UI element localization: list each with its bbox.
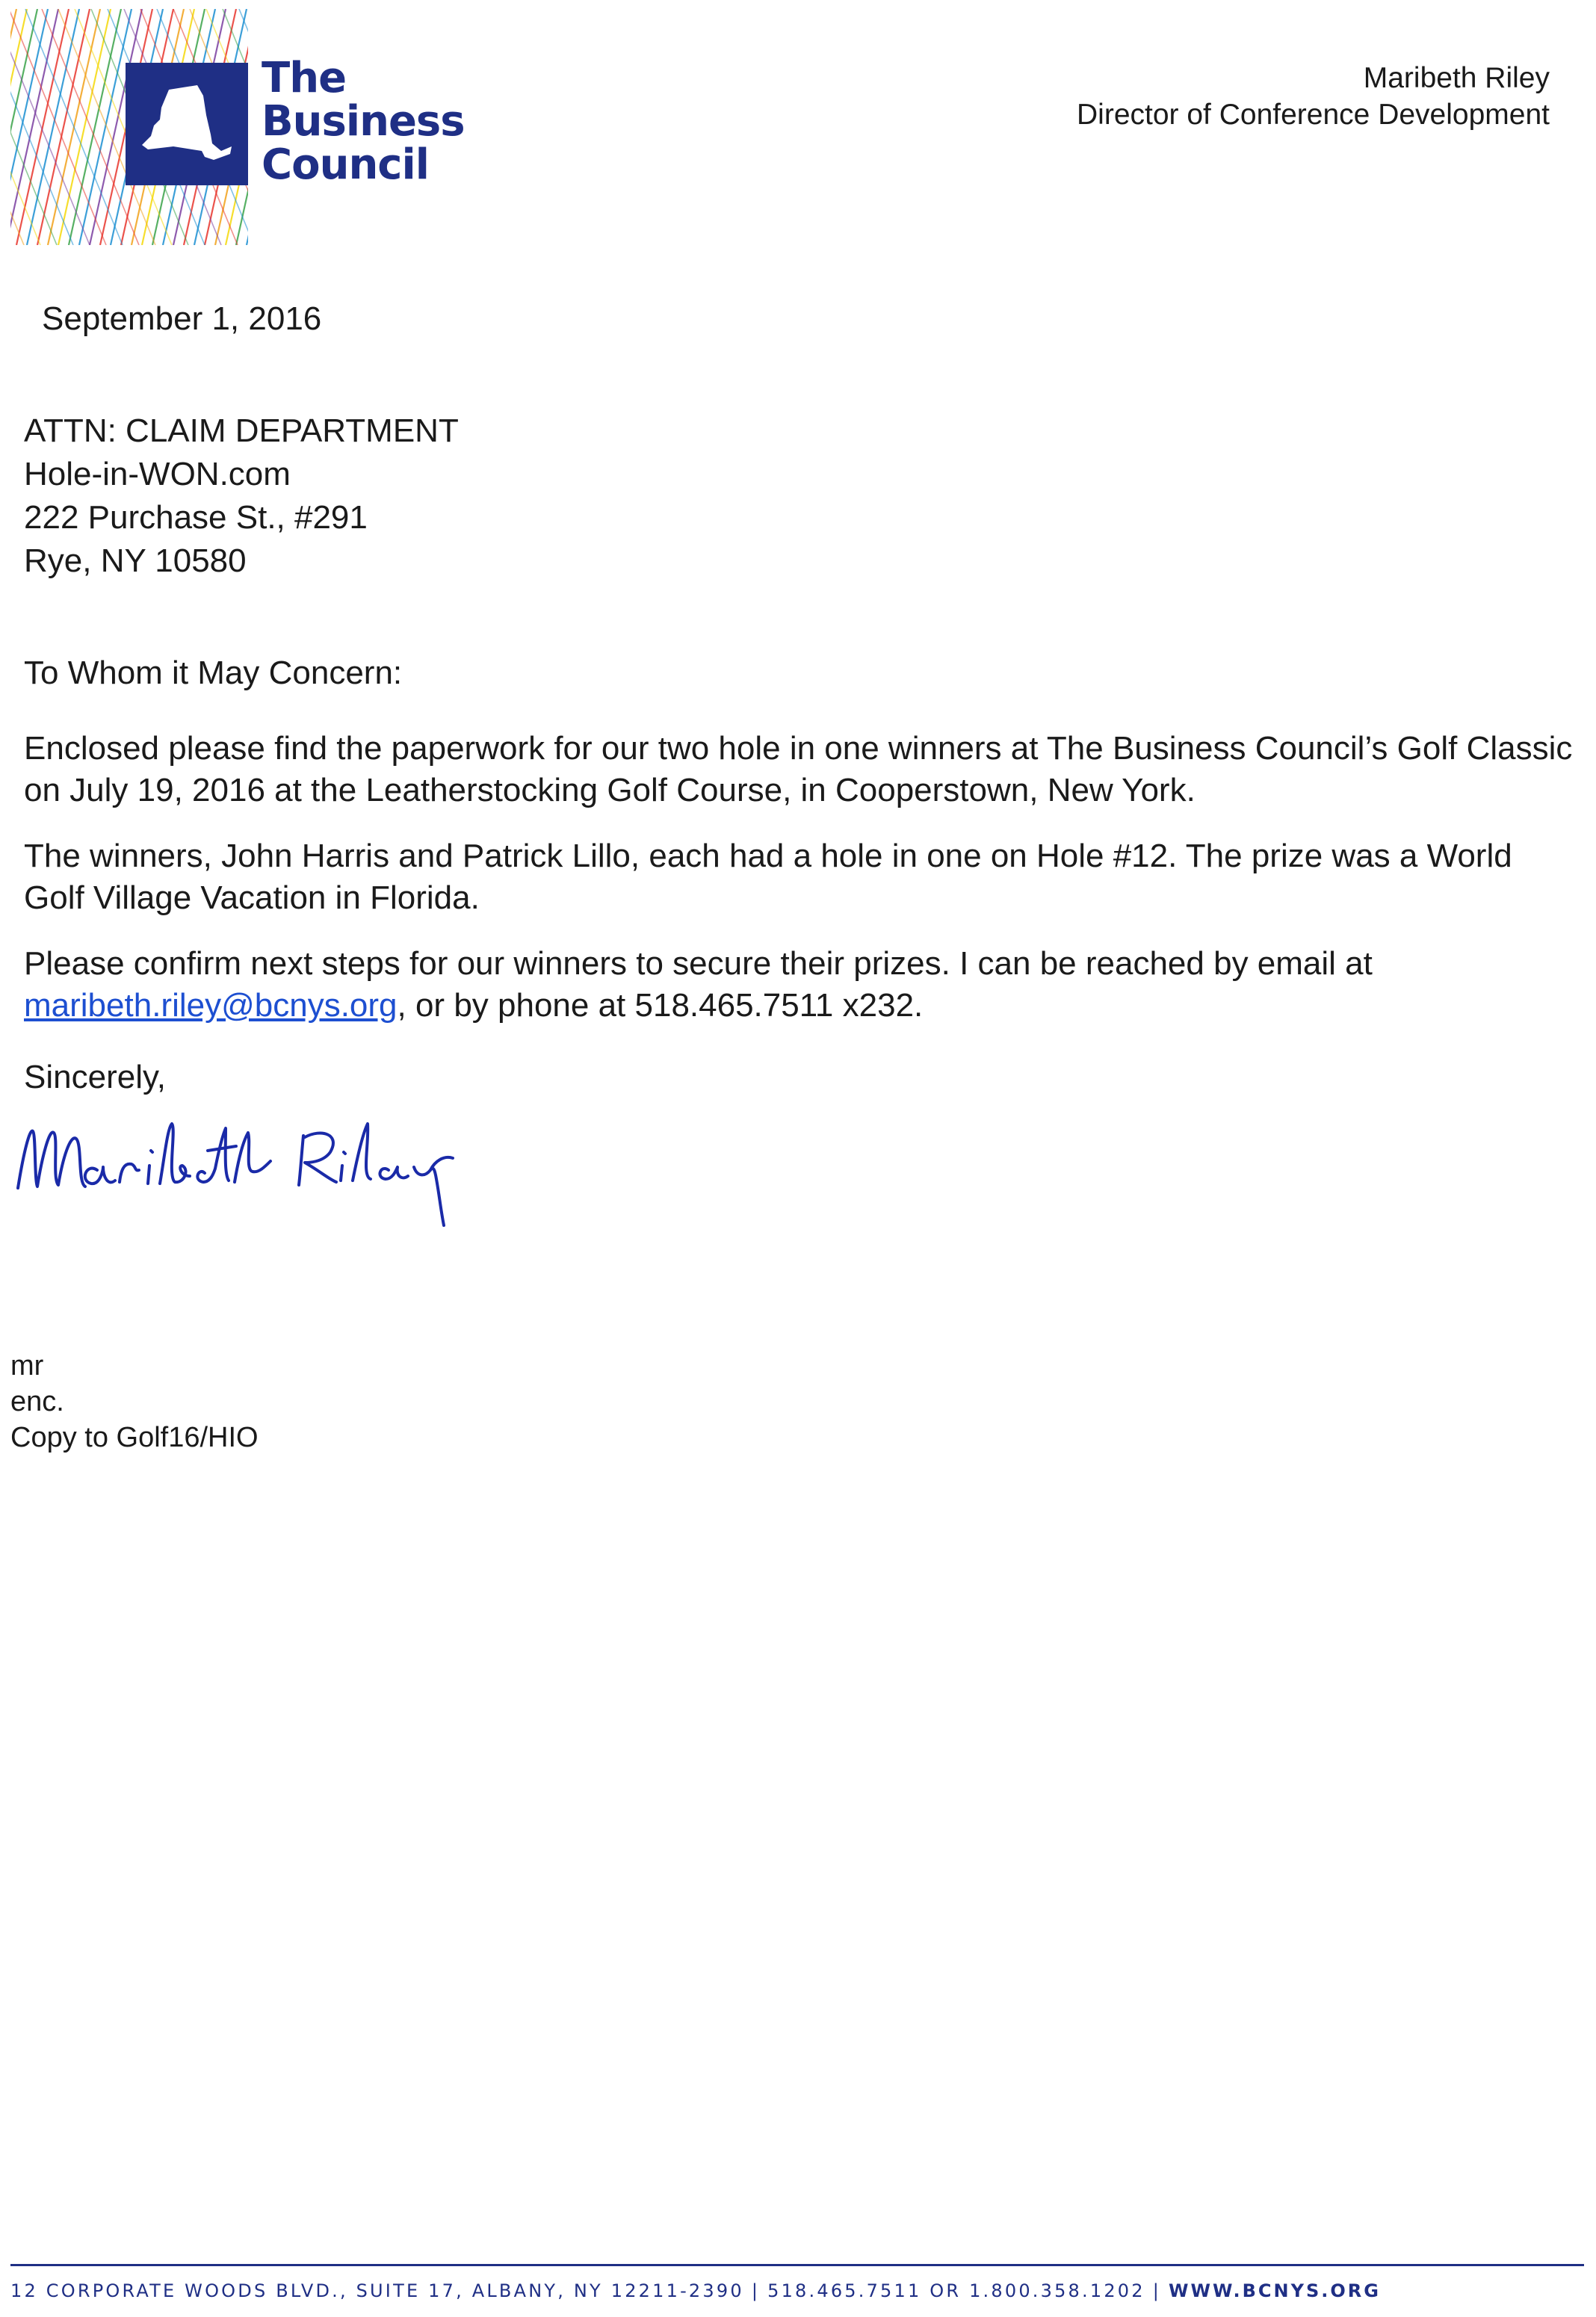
paragraph-3-text-end: , or by phone at 518.465.7511 x232.: [397, 987, 924, 1024]
body-paragraph-1: Enclosed please find the paperwork for our two hole in one winners at The Business Council’s Golf Classic on July 19, 2016 at the Leatherstocking Golf Course, in Cooperstown, New York.: [24, 730, 1573, 808]
letterhead-footer: [10, 2280, 1587, 2301]
sender-title: Director of Conference Development: [1077, 99, 1550, 131]
copy-to-note: Copy to Golf16/HIO: [10, 1422, 259, 1453]
footer-separator: |: [751, 2280, 761, 2301]
recipient-attn: ATTN: CLAIM DEPARTMENT: [24, 412, 459, 449]
recipient-street: 222 Purchase St., #291: [24, 499, 368, 536]
enclosure-notations: [10, 1348, 259, 1456]
recipient-address: [24, 409, 459, 583]
closing: Sincerely,: [24, 1059, 166, 1095]
logo-wordmark: [262, 54, 560, 189]
logo-word-business: Business: [262, 97, 465, 146]
footer-separator: |: [1152, 2280, 1162, 2301]
new-york-state-icon: [126, 63, 248, 185]
typist-initials: mr: [10, 1350, 44, 1382]
sender-block: [1077, 60, 1550, 133]
recipient-city: Rye, NY 10580: [24, 542, 247, 579]
footer-website: WWW.BCNYS.ORG: [1169, 2280, 1381, 2301]
footer-phone: 518.465.7511 OR 1.800.358.1202: [767, 2280, 1145, 2301]
salutation: To Whom it May Concern:: [24, 655, 403, 691]
footer-divider: [10, 2264, 1584, 2266]
logo-word-the: The: [262, 54, 347, 102]
logo-emblem: [126, 63, 248, 185]
handwritten-signature: [7, 1098, 486, 1233]
sender-name: Maribeth Riley: [1363, 62, 1550, 94]
recipient-company: Hole-in-WON.com: [24, 456, 291, 492]
body-paragraph-2: The winners, John Harris and Patrick Lillo, each had a hole in one on Hole #12. The prize was a World Golf Village Vacation in Florida.: [24, 838, 1512, 916]
letter-date: September 1, 2016: [42, 300, 322, 337]
body-paragraph-3: [24, 943, 1578, 1027]
footer-address: 12 CORPORATE WOODS BLVD., SUITE 17, ALBANY, NY 12211-2390: [10, 2280, 744, 2301]
email-link[interactable]: maribeth.riley@bcnys.org: [24, 987, 398, 1024]
logo-word-council: Council: [262, 140, 429, 189]
paragraph-3-text-start: Please confirm next steps for our winners to secure their prizes. I can be reached by email at: [24, 945, 1373, 982]
enclosure-note: enc.: [10, 1386, 64, 1417]
